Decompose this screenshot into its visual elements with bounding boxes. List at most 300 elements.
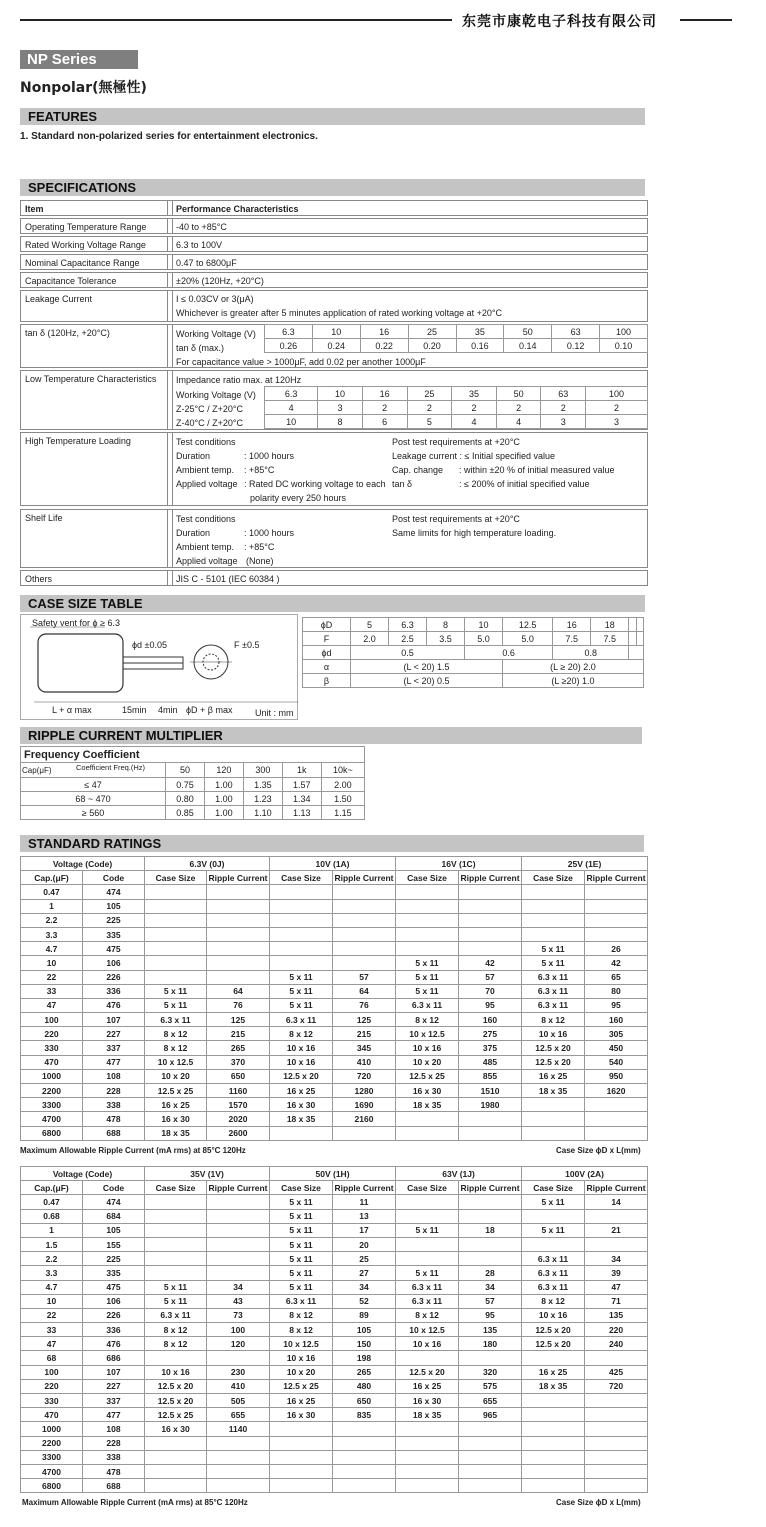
table-cell: 16 x 30 bbox=[396, 1394, 459, 1408]
table-cell bbox=[459, 1450, 522, 1464]
grid-cell: 4 bbox=[496, 415, 541, 429]
table-cell: 227 bbox=[83, 1379, 145, 1393]
voltage-header: 100V (2A) bbox=[522, 1167, 648, 1181]
table-row bbox=[21, 1126, 648, 1140]
case-size-header: Case Size bbox=[396, 871, 459, 885]
table-cell: 305 bbox=[585, 1027, 648, 1041]
table-cell: 108 bbox=[83, 1422, 145, 1436]
table-cell: 1000 bbox=[21, 1069, 83, 1083]
grid-cell: 0.10 bbox=[600, 339, 648, 353]
table-cell: 4.7 bbox=[21, 942, 83, 956]
table-cell: 10 x 12.5 bbox=[396, 1323, 459, 1337]
case-row-beta bbox=[303, 674, 644, 688]
table-cell: 22 bbox=[21, 970, 83, 984]
table-cell: 5 x 11 bbox=[270, 1280, 333, 1294]
table-cell: 5 x 11 bbox=[270, 998, 333, 1012]
table-cell bbox=[270, 1422, 333, 1436]
ht-leakage: Leakage current : ≤ Initial specified value bbox=[392, 451, 556, 461]
table-cell: 10 x 12.5 bbox=[270, 1337, 333, 1351]
table-cell bbox=[459, 885, 522, 899]
table-cell bbox=[207, 942, 270, 956]
grid-cell: 2.0 bbox=[351, 632, 389, 646]
sl-post-test: Post test requirements at +20°C bbox=[392, 514, 520, 524]
grid-cell: ≥ 560 bbox=[21, 806, 166, 820]
table-cell: 6.3 x 11 bbox=[522, 998, 585, 1012]
table-cell: 477 bbox=[83, 1408, 145, 1422]
table-cell: 5 x 11 bbox=[270, 1209, 333, 1223]
table-row bbox=[21, 1379, 648, 1393]
grid-cell: 50 bbox=[166, 763, 205, 778]
table-row bbox=[21, 1408, 648, 1422]
table-cell bbox=[145, 1479, 207, 1493]
table-cell bbox=[585, 1351, 648, 1365]
table-cell bbox=[585, 1450, 648, 1464]
table-cell bbox=[522, 1464, 585, 1478]
table-cell: 220 bbox=[21, 1379, 83, 1393]
grid-cell: 1.13 bbox=[282, 806, 321, 820]
table-cell bbox=[459, 1126, 522, 1140]
table-cell: 5 x 11 bbox=[145, 984, 207, 998]
table-cell bbox=[585, 885, 648, 899]
table-cell: 135 bbox=[585, 1308, 648, 1322]
table-cell: 12.5 x 20 bbox=[522, 1323, 585, 1337]
table-cell: 10 x 16 bbox=[270, 1055, 333, 1069]
grid-cell: 10k~ bbox=[321, 763, 364, 778]
table-cell: 12.5 x 25 bbox=[396, 1069, 459, 1083]
case-size-header: Case Size bbox=[396, 1181, 459, 1195]
case-row-d bbox=[303, 618, 644, 632]
table-cell bbox=[207, 1252, 270, 1266]
table-row bbox=[21, 1013, 648, 1027]
table-cell: 950 bbox=[585, 1069, 648, 1083]
table-cell: 5 x 11 bbox=[396, 956, 459, 970]
grid-cell: 0.16 bbox=[456, 339, 504, 353]
table-cell: 6800 bbox=[21, 1126, 83, 1140]
grid-cell: 7.5 bbox=[553, 632, 591, 646]
table-row bbox=[21, 1041, 648, 1055]
table-cell: 575 bbox=[459, 1379, 522, 1393]
ht-tan-value: : ≤ 200% of initial specified value bbox=[459, 479, 590, 489]
vent-label: Safety vent for ϕ ≥ 6.3 bbox=[32, 618, 121, 628]
grid-cell: 2 bbox=[452, 401, 497, 415]
length-label: L + α max bbox=[52, 705, 92, 715]
table-cell: 95 bbox=[459, 1308, 522, 1322]
table-cell: 34 bbox=[585, 1252, 648, 1266]
table-cell: 215 bbox=[333, 1027, 396, 1041]
grid-cell: 2 bbox=[407, 401, 452, 415]
table-cell bbox=[207, 1209, 270, 1223]
table-cell bbox=[522, 1112, 585, 1126]
table-cell bbox=[333, 1479, 396, 1493]
table-row bbox=[21, 1450, 648, 1464]
sl-ambient-value: : +85°C bbox=[244, 542, 275, 552]
grid-cell: 0.85 bbox=[166, 806, 205, 820]
ripple-current-header: Ripple Current bbox=[333, 1181, 396, 1195]
table-cell: 12.5 x 25 bbox=[270, 1379, 333, 1393]
grid-cell: 63 bbox=[552, 325, 600, 339]
table-cell: 11 bbox=[333, 1195, 396, 1209]
ht-tan-label: tan δ bbox=[392, 479, 413, 489]
spec-header-row bbox=[20, 200, 648, 216]
table-row bbox=[21, 998, 648, 1012]
table-cell: 650 bbox=[207, 1069, 270, 1083]
case-size-header: Case Size bbox=[270, 871, 333, 885]
table-cell bbox=[459, 1195, 522, 1209]
table-row bbox=[21, 1394, 648, 1408]
table-cell: 18 bbox=[459, 1223, 522, 1237]
table-row bbox=[21, 1055, 648, 1069]
table-cell: 338 bbox=[83, 1098, 145, 1112]
leakage-formula: I ≤ 0.03CV or 3(μA) bbox=[176, 294, 254, 304]
table-cell bbox=[396, 1450, 459, 1464]
table-cell: 10 x 16 bbox=[270, 1351, 333, 1365]
table-cell: 330 bbox=[21, 1394, 83, 1408]
table-row bbox=[21, 1365, 648, 1379]
voltage-header: 16V (1C) bbox=[396, 857, 522, 871]
grid-cell: 4 bbox=[265, 401, 318, 415]
capacitor-body bbox=[38, 634, 123, 692]
table-cell bbox=[396, 1464, 459, 1478]
table-cell: 474 bbox=[83, 885, 145, 899]
table-cell: 64 bbox=[207, 984, 270, 998]
table-cell: 16 x 25 bbox=[522, 1069, 585, 1083]
grid-cell: 1.15 bbox=[321, 806, 364, 820]
table-cell: 6.3 x 11 bbox=[396, 1280, 459, 1294]
cap-header: Cap.(μF) bbox=[21, 871, 83, 885]
grid-cell: 1.00 bbox=[204, 792, 243, 806]
table-cell: 10 x 16 bbox=[396, 1337, 459, 1351]
table-cell bbox=[145, 885, 207, 899]
sl-applied-value: (None) bbox=[246, 556, 274, 566]
grid-cell: 1.34 bbox=[282, 792, 321, 806]
grid-cell: 100 bbox=[586, 387, 648, 401]
grid-cell: 5.0 bbox=[465, 632, 503, 646]
grid-cell: ϕd bbox=[303, 646, 351, 660]
grid-cell: 1.23 bbox=[243, 792, 282, 806]
lt-z25-row bbox=[265, 401, 648, 415]
table-cell: 470 bbox=[21, 1055, 83, 1069]
table-cell bbox=[522, 1394, 585, 1408]
ratings-table-2 bbox=[20, 1166, 648, 1493]
table-cell bbox=[207, 1266, 270, 1280]
table-cell: 1620 bbox=[585, 1084, 648, 1098]
table-cell bbox=[396, 927, 459, 941]
table-cell bbox=[145, 956, 207, 970]
sl-test-conditions: Test conditions bbox=[176, 514, 236, 524]
table-row bbox=[21, 1479, 648, 1493]
table-cell: 18 x 35 bbox=[145, 1126, 207, 1140]
spec-row bbox=[20, 254, 648, 270]
voltage-header: 10V (1A) bbox=[270, 857, 396, 871]
case-row-phid bbox=[303, 646, 644, 660]
table-cell: 27 bbox=[333, 1266, 396, 1280]
grid-cell: 6.3 bbox=[389, 618, 427, 632]
table-cell: 34 bbox=[333, 1280, 396, 1294]
table-cell bbox=[333, 885, 396, 899]
grid-cell: 0.22 bbox=[360, 339, 408, 353]
table-cell: 160 bbox=[585, 1013, 648, 1027]
table-cell bbox=[522, 885, 585, 899]
table-cell: 835 bbox=[333, 1408, 396, 1422]
table-cell: 8 x 12 bbox=[396, 1013, 459, 1027]
table-cell: 8 x 12 bbox=[270, 1323, 333, 1337]
table-cell: 8 x 12 bbox=[396, 1308, 459, 1322]
table-cell bbox=[396, 899, 459, 913]
table-row bbox=[21, 1112, 648, 1126]
grid-cell: α bbox=[303, 660, 351, 674]
table-cell bbox=[396, 1195, 459, 1209]
ripple-current-header: Ripple Current bbox=[459, 871, 522, 885]
table-cell: 5 x 11 bbox=[145, 1294, 207, 1308]
table-cell: 2600 bbox=[207, 1126, 270, 1140]
table-cell bbox=[522, 1422, 585, 1436]
table-cell: 6800 bbox=[21, 1479, 83, 1493]
table-cell: 478 bbox=[83, 1464, 145, 1478]
table-cell: 1.5 bbox=[21, 1237, 83, 1251]
table-cell bbox=[270, 885, 333, 899]
grid-cell bbox=[636, 618, 643, 632]
table-cell bbox=[145, 913, 207, 927]
table-cell bbox=[585, 927, 648, 941]
grid-cell: F bbox=[303, 632, 351, 646]
table-cell bbox=[207, 1450, 270, 1464]
table-cell bbox=[396, 885, 459, 899]
grid-cell: 3 bbox=[318, 401, 363, 415]
table-cell bbox=[459, 1112, 522, 1126]
table-cell: 16 x 30 bbox=[270, 1408, 333, 1422]
table-cell: 18 x 35 bbox=[396, 1408, 459, 1422]
spec-row-hightemp bbox=[20, 432, 648, 506]
table-cell bbox=[396, 1252, 459, 1266]
table-cell: 16 x 25 bbox=[270, 1084, 333, 1098]
table-cell: 10 bbox=[21, 1294, 83, 1308]
grid-cell: 3 bbox=[541, 415, 586, 429]
table-cell: 450 bbox=[585, 1041, 648, 1055]
grid-cell: 5 bbox=[351, 618, 389, 632]
tan-wv-label: Working Voltage (V) bbox=[176, 329, 256, 339]
grid-cell: 16 bbox=[360, 325, 408, 339]
table-cell: 16 x 30 bbox=[145, 1112, 207, 1126]
table-cell: 5 x 11 bbox=[396, 1223, 459, 1237]
table-cell: 10 x 20 bbox=[270, 1365, 333, 1379]
table-cell: 5 x 11 bbox=[522, 956, 585, 970]
grid-cell: 5 bbox=[407, 415, 452, 429]
table-cell: 125 bbox=[207, 1013, 270, 1027]
table-cell: 5 x 11 bbox=[145, 1280, 207, 1294]
ht-post-test: Post test requirements at +20°C bbox=[392, 437, 520, 447]
grid-cell: 35 bbox=[456, 325, 504, 339]
table-cell: 2.2 bbox=[21, 913, 83, 927]
table-cell bbox=[522, 1436, 585, 1450]
table-cell bbox=[270, 1126, 333, 1140]
table-cell: 70 bbox=[459, 984, 522, 998]
table-row bbox=[21, 1069, 648, 1083]
table-cell: 337 bbox=[83, 1394, 145, 1408]
table-row bbox=[21, 1294, 648, 1308]
table-cell: 6.3 x 11 bbox=[522, 970, 585, 984]
table-cell bbox=[459, 899, 522, 913]
case-size-header: Case Size bbox=[145, 871, 207, 885]
f-tol-label: F ±0.5 bbox=[234, 640, 260, 650]
table-row bbox=[21, 913, 648, 927]
table-cell: 4700 bbox=[21, 1464, 83, 1478]
voltage-code-header: Voltage (Code) bbox=[21, 857, 145, 871]
grid-cell: 5.0 bbox=[503, 632, 553, 646]
grid-cell: 2.00 bbox=[321, 778, 364, 792]
table-cell bbox=[145, 970, 207, 984]
table-cell bbox=[207, 1464, 270, 1478]
table-cell bbox=[396, 1422, 459, 1436]
ripple-row bbox=[21, 778, 365, 792]
case-size-heading: CASE SIZE TABLE bbox=[20, 595, 645, 612]
standard-ratings-heading: STANDARD RATINGS bbox=[20, 835, 644, 852]
ht-applied-label: Applied voltage bbox=[176, 479, 238, 489]
grid-cell: 10 bbox=[312, 325, 360, 339]
table-cell bbox=[396, 1436, 459, 1450]
table-cell: 26 bbox=[585, 942, 648, 956]
table-cell: 477 bbox=[83, 1055, 145, 1069]
table-cell: 720 bbox=[333, 1069, 396, 1083]
table-row bbox=[21, 1337, 648, 1351]
table-cell: 476 bbox=[83, 1337, 145, 1351]
spec-row bbox=[20, 272, 648, 288]
table-row bbox=[21, 1209, 648, 1223]
table-cell bbox=[145, 927, 207, 941]
grid-cell: 3 bbox=[586, 415, 648, 429]
table-cell: 105 bbox=[333, 1323, 396, 1337]
table-cell bbox=[207, 899, 270, 913]
ripple-row bbox=[21, 806, 365, 820]
table-cell: 1280 bbox=[333, 1084, 396, 1098]
table-cell bbox=[585, 1112, 648, 1126]
table-cell: 8 x 12 bbox=[522, 1294, 585, 1308]
table-cell: 230 bbox=[207, 1365, 270, 1379]
ripple-current-header: Ripple Current bbox=[207, 871, 270, 885]
table-cell: 5 x 11 bbox=[522, 942, 585, 956]
table-cell bbox=[459, 1209, 522, 1223]
table-row bbox=[21, 1323, 648, 1337]
table-cell: 100 bbox=[207, 1323, 270, 1337]
header-rule-right bbox=[680, 19, 732, 21]
table-cell: 330 bbox=[21, 1041, 83, 1055]
table-cell: 18 x 35 bbox=[522, 1084, 585, 1098]
table-cell bbox=[585, 1394, 648, 1408]
z40-label: Z-40°C / Z+20°C bbox=[176, 418, 243, 428]
table-cell: 338 bbox=[83, 1450, 145, 1464]
sl-duration-label: Duration bbox=[176, 528, 211, 538]
spec-value: -40 to +85°C bbox=[176, 222, 227, 232]
header-rule-left bbox=[20, 19, 452, 21]
table-cell bbox=[333, 1450, 396, 1464]
table-cell bbox=[585, 1422, 648, 1436]
ripple-current-header: Ripple Current bbox=[585, 871, 648, 885]
spec-item: tan δ (120Hz, +20°C) bbox=[21, 325, 168, 367]
grid-cell: ≤ 47 bbox=[21, 778, 166, 792]
table-cell bbox=[145, 899, 207, 913]
table-cell: 95 bbox=[585, 998, 648, 1012]
voltage-header: 50V (1H) bbox=[270, 1167, 396, 1181]
table-cell: 18 x 35 bbox=[270, 1112, 333, 1126]
table-row bbox=[21, 1436, 648, 1450]
table-cell: 47 bbox=[21, 1337, 83, 1351]
grid-cell: ϕD bbox=[303, 618, 351, 632]
table-cell: 6.3 x 11 bbox=[145, 1013, 207, 1027]
table-cell: 220 bbox=[585, 1323, 648, 1337]
tan-val-row bbox=[265, 339, 648, 353]
ht-cap-label: Cap. change bbox=[392, 465, 444, 475]
table-cell: 6.3 x 11 bbox=[396, 1294, 459, 1308]
tan-max-label: tan δ (max.) bbox=[176, 343, 225, 353]
table-cell: 476 bbox=[83, 998, 145, 1012]
table-cell: 34 bbox=[207, 1280, 270, 1294]
grid-cell: (L < 20) 1.5 bbox=[351, 660, 503, 674]
ht-duration-value: : 1000 hours bbox=[244, 451, 295, 461]
grid-cell bbox=[629, 632, 636, 646]
table-cell: 2020 bbox=[207, 1112, 270, 1126]
table-cell bbox=[145, 1237, 207, 1251]
table-row bbox=[21, 1351, 648, 1365]
spec-row bbox=[20, 236, 648, 252]
voltage-header: 63V (1J) bbox=[396, 1167, 522, 1181]
table-cell bbox=[333, 899, 396, 913]
table-row bbox=[21, 1464, 648, 1478]
table-cell bbox=[459, 1252, 522, 1266]
sl-applied-label: Applied voltage bbox=[176, 556, 238, 566]
min4-label: 4min bbox=[158, 705, 178, 715]
table-cell: 0.47 bbox=[21, 885, 83, 899]
grid-cell: 0.5 bbox=[351, 646, 465, 660]
table-cell: 10 x 16 bbox=[522, 1308, 585, 1322]
ripple-row bbox=[21, 792, 365, 806]
table-cell: 10 x 16 bbox=[270, 1041, 333, 1055]
case-row-f bbox=[303, 632, 644, 646]
table-cell bbox=[145, 1436, 207, 1450]
table-cell: 3300 bbox=[21, 1450, 83, 1464]
table-cell: 10 x 12.5 bbox=[396, 1027, 459, 1041]
table-cell: 17 bbox=[333, 1223, 396, 1237]
table-cell bbox=[270, 956, 333, 970]
table-row bbox=[21, 1195, 648, 1209]
table-cell bbox=[270, 899, 333, 913]
table-cell: 68 bbox=[21, 1351, 83, 1365]
table-cell: 226 bbox=[83, 970, 145, 984]
table-cell bbox=[145, 1195, 207, 1209]
table-cell bbox=[396, 913, 459, 927]
table-cell bbox=[585, 899, 648, 913]
spec-value: ±20% (120Hz, +20°C) bbox=[176, 276, 264, 286]
table-cell: 2160 bbox=[333, 1112, 396, 1126]
ripple-header-row bbox=[21, 763, 365, 778]
table-cell bbox=[270, 1479, 333, 1493]
voltage-header: 35V (1V) bbox=[145, 1167, 270, 1181]
case-size-header: Case Size bbox=[270, 1181, 333, 1195]
table-cell: 10 bbox=[21, 956, 83, 970]
table-cell: 1 bbox=[21, 899, 83, 913]
table-cell: 2200 bbox=[21, 1084, 83, 1098]
ripple-current-header: Ripple Current bbox=[459, 1181, 522, 1195]
table-cell bbox=[522, 1209, 585, 1223]
case-size-header: Case Size bbox=[522, 871, 585, 885]
table-cell: 108 bbox=[83, 1069, 145, 1083]
table-cell: 5 x 11 bbox=[270, 1223, 333, 1237]
table-cell: 8 x 12 bbox=[145, 1041, 207, 1055]
grid-cell: 1.57 bbox=[282, 778, 321, 792]
table-cell bbox=[207, 956, 270, 970]
cap-label: Cap(μF) bbox=[22, 765, 52, 775]
table-cell: 228 bbox=[83, 1084, 145, 1098]
spec-item: Others bbox=[21, 571, 168, 585]
table-cell: 12.5 x 20 bbox=[522, 1337, 585, 1351]
